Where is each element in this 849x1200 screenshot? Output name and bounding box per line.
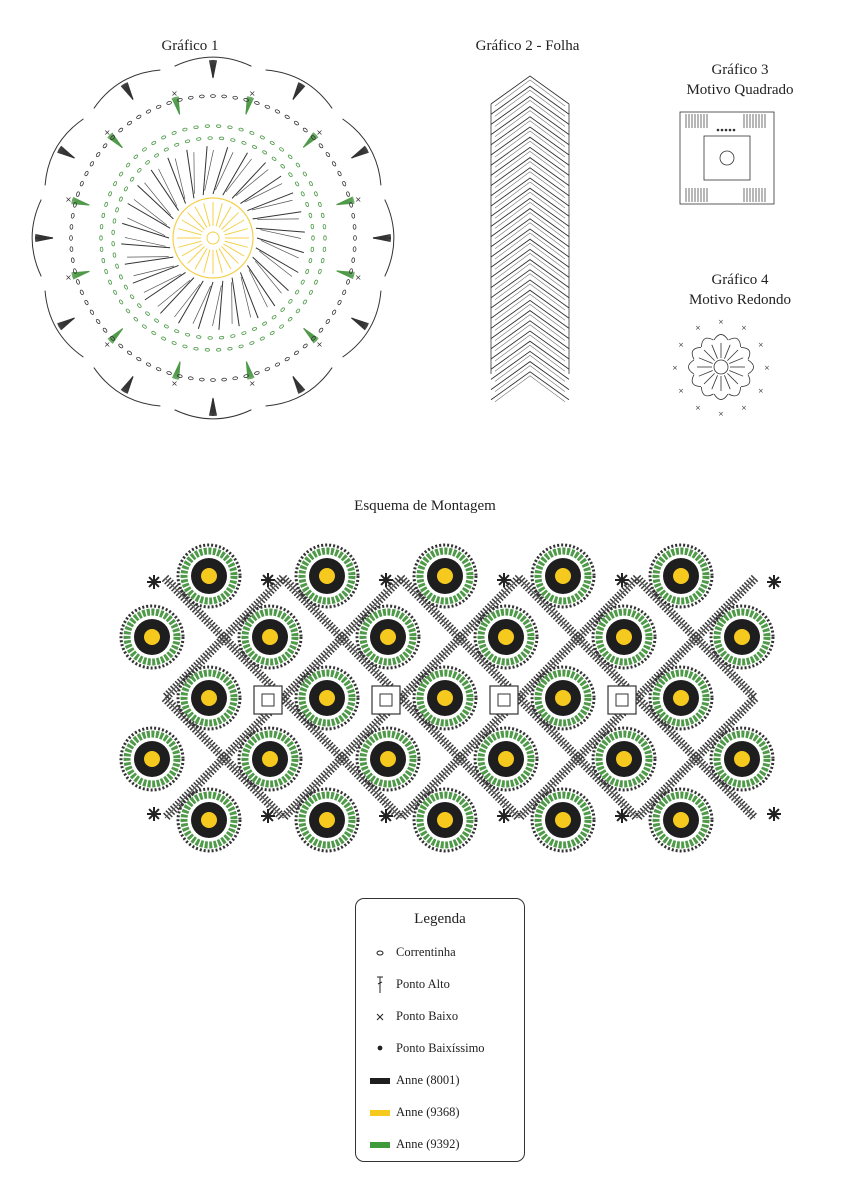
legend-label-slip-stitch: Ponto Baixíssimo — [396, 1041, 485, 1055]
svg-text:×: × — [718, 410, 724, 418]
green-chain-ring — [100, 125, 327, 352]
svg-text:×: × — [672, 364, 678, 372]
svg-text:×: × — [248, 378, 256, 388]
chart-4-round-motif-diagram — [668, 314, 774, 420]
assembly-diagram — [140, 540, 790, 860]
chart-2-title: Gráfico 2 - Folha — [475, 38, 580, 54]
chart-1-title: Gráfico 1 — [161, 38, 219, 54]
legend-label-black-yarn: Anne (8001) — [396, 1073, 460, 1087]
svg-text:×: × — [354, 272, 362, 282]
chart-1-flower-diagram — [30, 60, 400, 420]
svg-text:×: × — [316, 127, 323, 137]
svg-text:×: × — [65, 272, 72, 282]
svg-text:×: × — [171, 89, 178, 99]
legend-label-chain: Correntinha — [396, 945, 456, 959]
svg-text:×: × — [678, 387, 685, 395]
legend-label-green-yarn: Anne (9392) — [396, 1137, 460, 1151]
double-crochet-icon — [368, 975, 392, 995]
svg-text:×: × — [695, 403, 701, 412]
svg-text:×: × — [757, 341, 764, 349]
round-motif — [672, 318, 770, 418]
chain-icon — [368, 943, 392, 963]
legend-title: Legenda — [414, 911, 466, 927]
chart-4-title-line2: Motivo Redondo — [688, 292, 792, 308]
assembly-flowers — [121, 545, 773, 851]
legend-item-double-crochet — [366, 975, 516, 995]
legend-item-black-yarn — [366, 1071, 516, 1091]
chart-4-title — [660, 270, 820, 310]
outer-scallops — [32, 57, 394, 419]
yellow-swatch — [368, 1103, 392, 1123]
legend-label-double-crochet: Ponto Alto — [396, 977, 450, 991]
svg-text:×: × — [764, 364, 770, 372]
svg-text:×: × — [103, 340, 111, 350]
legend-item-slip-stitch — [366, 1039, 516, 1059]
svg-text:×: × — [316, 340, 323, 350]
chart-3-title-line1: Gráfico 3 — [711, 62, 769, 78]
legend-item-single-crochet — [366, 1007, 516, 1027]
black-petals — [121, 146, 305, 330]
svg-text:×: × — [741, 403, 747, 412]
assembly-title: Esquema de Montagem — [354, 498, 496, 514]
legend-label-single-crochet: Ponto Baixo — [396, 1009, 459, 1023]
leaf-chevrons — [491, 76, 569, 402]
svg-text:×: × — [354, 195, 362, 205]
legend-label-yellow-yarn: Anne (9368) — [396, 1105, 460, 1119]
legend-item-green-yarn — [366, 1135, 516, 1155]
slip-stitch-icon — [368, 1039, 392, 1059]
svg-text:×: × — [248, 89, 256, 99]
legend-item-chain — [366, 943, 516, 963]
svg-text:×: × — [718, 318, 724, 326]
legend-box — [355, 898, 525, 1162]
svg-text:×: × — [757, 387, 764, 395]
svg-text:×: × — [695, 324, 701, 333]
center-ring — [173, 198, 253, 278]
svg-text:×: × — [65, 195, 72, 205]
svg-text:×: × — [678, 341, 685, 349]
svg-text:×: × — [171, 378, 178, 388]
square-motif — [680, 112, 774, 204]
black-swatch — [368, 1071, 392, 1091]
chart-4-title-line1: Gráfico 4 — [711, 272, 769, 288]
green-swatch — [368, 1135, 392, 1155]
legend-item-yellow-yarn — [366, 1103, 516, 1123]
chart-2-leaf-diagram — [485, 66, 575, 391]
svg-text:×: × — [741, 324, 747, 333]
chart-3-title-line2: Motivo Quadrado — [686, 82, 794, 98]
chart-3-title — [660, 60, 820, 100]
svg-text:×: × — [103, 127, 111, 137]
single-crochet-icon — [368, 1007, 392, 1027]
chart-3-square-motif-diagram — [674, 106, 780, 210]
